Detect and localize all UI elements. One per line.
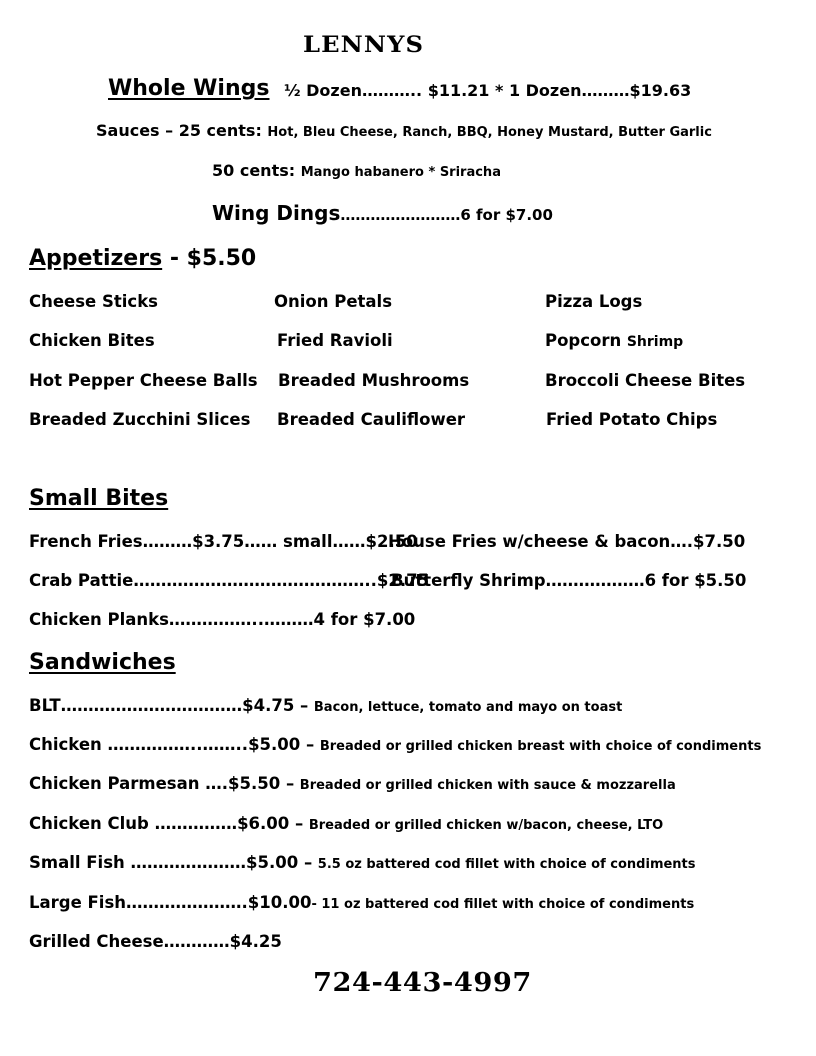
appetizer-item: Onion Petals [274,292,393,311]
appetizer-item: Chicken Bites [29,331,155,350]
sandwich-name-price: Chicken ……………..……..$5.00 – [29,735,315,754]
sauces-50-line [212,163,501,179]
sandwich-name-price: BLT……………………………$4.75 – [29,696,309,715]
sandwich-description: Bacon, lettuce, tomato and mayo on toast [313,700,623,715]
appetizers-heading-line [29,248,256,270]
small-bites-item: French Fries………$3.75…… small……$2.50 [29,532,418,551]
phone-number: 724-443-4997 [313,968,532,998]
sandwich-row: Grilled Cheese…………$4.25 [29,932,282,951]
sandwich-row [29,855,696,872]
small-bites-heading: Small Bites [29,486,169,511]
sandwich-row [29,776,676,793]
sandwich-row [29,816,663,833]
wing-dings-price: ……………………6 for $7.00 [340,206,553,224]
appetizer-item: Broccoli Cheese Bites [545,371,746,390]
appetizer-item-popcorn [545,333,683,350]
sandwich-description: Breaded or grilled chicken breast with choice of condiments [319,739,762,754]
appetizer-item: Hot Pepper Cheese Balls [29,371,258,390]
sandwiches-heading: Sandwiches [29,650,176,675]
sauces-50-list: Mango habanero * Sriracha [300,165,501,180]
appetizer-item: Pizza Logs [545,292,643,311]
sandwich-description: 5.5 oz battered cod fillet with choice of condiments [317,857,696,872]
appetizer-item: Fried Ravioli [277,331,393,350]
appetizer-item: Cheese Sticks [29,292,158,311]
sandwich-row [29,698,622,715]
sandwich-name-price: Large Fish………………….$10.00 [29,893,312,912]
sandwich-name-price: Chicken Parmesan ….$5.50 – [29,774,295,793]
wings-prices: ½ Dozen……….. $11.21 * 1 Dozen………$19.63 [284,81,692,100]
sauces-25-line [96,123,712,139]
small-bites-item: Crab Pattie……………………………………..$2.75 [29,571,430,590]
sandwich-description: - 11 oz battered cod fillet with choice of condiments [311,897,695,912]
small-bites-item: Chicken Planks……………..………4 for $7.00 [29,610,416,629]
sandwich-row [29,895,694,912]
sauces-25-list: Hot, Bleu Cheese, Ranch, BBQ, Honey Mustard, Butter Garlic [267,125,712,140]
appetizer-item: Breaded Cauliflower [277,410,466,429]
sandwich-row [29,737,761,754]
appetizers-price: - $5.50 [169,246,257,271]
sauces-25-label: Sauces – 25 cents: [96,121,262,140]
sandwich-description: Breaded or grilled chicken with sauce & mozzarella [299,778,676,793]
appetizer-item-label: Popcorn [545,331,622,350]
appetizer-item: Fried Potato Chips [546,410,718,429]
restaurant-title: LENNYS [303,32,425,58]
sandwich-name-price: Chicken Club ……………$6.00 – [29,814,304,833]
small-bites-item: Butterfly Shrimp………………6 for $5.50 [391,571,747,590]
appetizer-item: Breaded Mushrooms [278,371,470,390]
wings-heading: Whole Wings [108,76,270,101]
sandwich-description: Breaded or grilled chicken w/bacon, cheese, LTO [308,818,664,833]
appetizers-heading: Appetizers [29,246,163,271]
wing-dings-name: Wing Dings [212,201,341,225]
sandwich-name-price: Small Fish …………………$5.00 – [29,853,313,872]
wing-dings-line [212,203,553,223]
sauces-50-label: 50 cents: [212,161,296,180]
appetizer-item: Breaded Zucchini Slices [29,410,251,429]
appetizer-item-suffix: Shrimp [626,334,684,350]
small-bites-item: House Fries w/cheese & bacon….$7.50 [388,532,746,551]
